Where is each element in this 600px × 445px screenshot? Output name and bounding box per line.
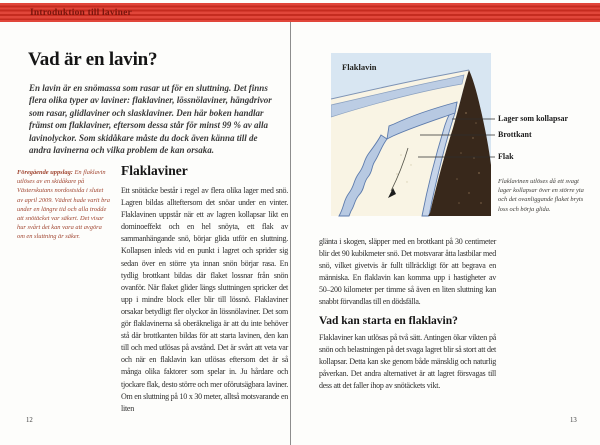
chapter-title: Introduktion till laviner — [30, 8, 132, 18]
section-heading-flaklaviner: Flaklaviner — [121, 163, 188, 178]
sidebar-note — [17, 168, 110, 242]
diagram-label-brottkant: Brottkant — [498, 130, 532, 139]
diagram-caption: Flaklavinen utlöses då ett svagt lager kollapsar över en större yta och det ovanliggande flaket bryts loss och börja glida. — [498, 178, 584, 213]
page-title: Vad är en lavin? — [28, 49, 158, 70]
page-gutter-divider — [290, 22, 291, 445]
sidebar-note-text: En flaklavin utlöses av en skidåkare på Västerskutans nordostsida i slutet av april 2009. Vädret hade varit bra under en längre tid och alla trodde att snötäcket var säkert. Det visar hur svårt det kan vara att avgöra om en sluttning är säker. — [17, 169, 110, 241]
page-number-right: 13 — [570, 417, 577, 424]
diagram-label-flak: Flak — [498, 152, 514, 161]
chapter-header-bar — [0, 3, 600, 22]
intro-paragraph: En lavin är en snömassa som rasar ut för en sluttning. Det finns flera olika typer av laviner: flaklaviner, lössnölaviner, hängdrivor som rasar, glidlaviner och slasklaviner. Den här boken handlar främst om flaklaviner, eftersom dessa står för minst 99 % av alla lavinolyckor. Som skidåkare måste du dock även känna till de andra lavinerna och vilka problem de kan orsaka. — [29, 83, 272, 156]
body-text-right-column-2: Flaklaviner kan utlösas på två sätt. Antingen ökar vikten på snön och belastningen på det svaga lagret blir så stort att det kollapsar. Detta kan ske genom både mänsklig och naturlig påverkan. Det andra alternativet är att lagret försvagas till dess att det faller ihop av snötäckets vikt. — [319, 333, 496, 391]
diagram-label-lager-som-kollapsar: Lager som kollapsar — [498, 114, 569, 123]
diagram-title: Flaklavin — [342, 62, 377, 72]
body-text-left-column: Ett snötäcke består i regel av flera olika lager med snö. Lagren bildas allteftersom det snöar under en vinter. Flaklavinen uppstår när ett av lagren kollapsar likt en dominoeffekt och en hel snöyta, ett flak av sammanhängande snö, börjar glida utför en sluttning. Kollapsen inleds vid en punkt i lagret och sprider sig sedan över en större yta innan snön börjar rasa. En tydlig brottkant bildas där flaket lossnar från snön ovanför. När flaket glider längs sluttningen spricker det upp i mindre block eller blir till lössnö. Flaklaviner orsakar betydligt fler olyckor än lössnölaviner. Det som gör flaklavinerna så oberäkneliga är att du inte behöver stå där brottkanten bildas för att starta lavinen, den kan till och med utlösas på avstånd. Det är svårt att veta var och när en flaklavin kan utlösas eftersom det är så många olika faktorer som spelar in. Ju hårdare och tjockare flak, desto större och mer oförutsägbara laviner. Om en sluttning på 10 x 30 meter, alltså motsvarande en liten — [121, 186, 288, 413]
avalanche-diagram — [331, 53, 583, 225]
section-heading-vad-kan-starta: Vad kan starta en flaklavin? — [319, 315, 458, 327]
sidebar-note-label: Föregående uppslag: — [17, 169, 73, 176]
body-text-right-column: glänta i skogen, släpper med en brottkant på 30 centimeter blir det 90 kubikmeter snö. Det motsvarar åtta lastbilar med snö, vilket givetvis är fullt tillräckligt för att begrava en människa. En flaklavin kan komma upp i hastigheter av 50–200 kilometer per timme så även en liten sluttning kan snabbt förvandlas till en dödsfälla. — [319, 237, 496, 307]
page-number-left: 12 — [26, 417, 33, 424]
